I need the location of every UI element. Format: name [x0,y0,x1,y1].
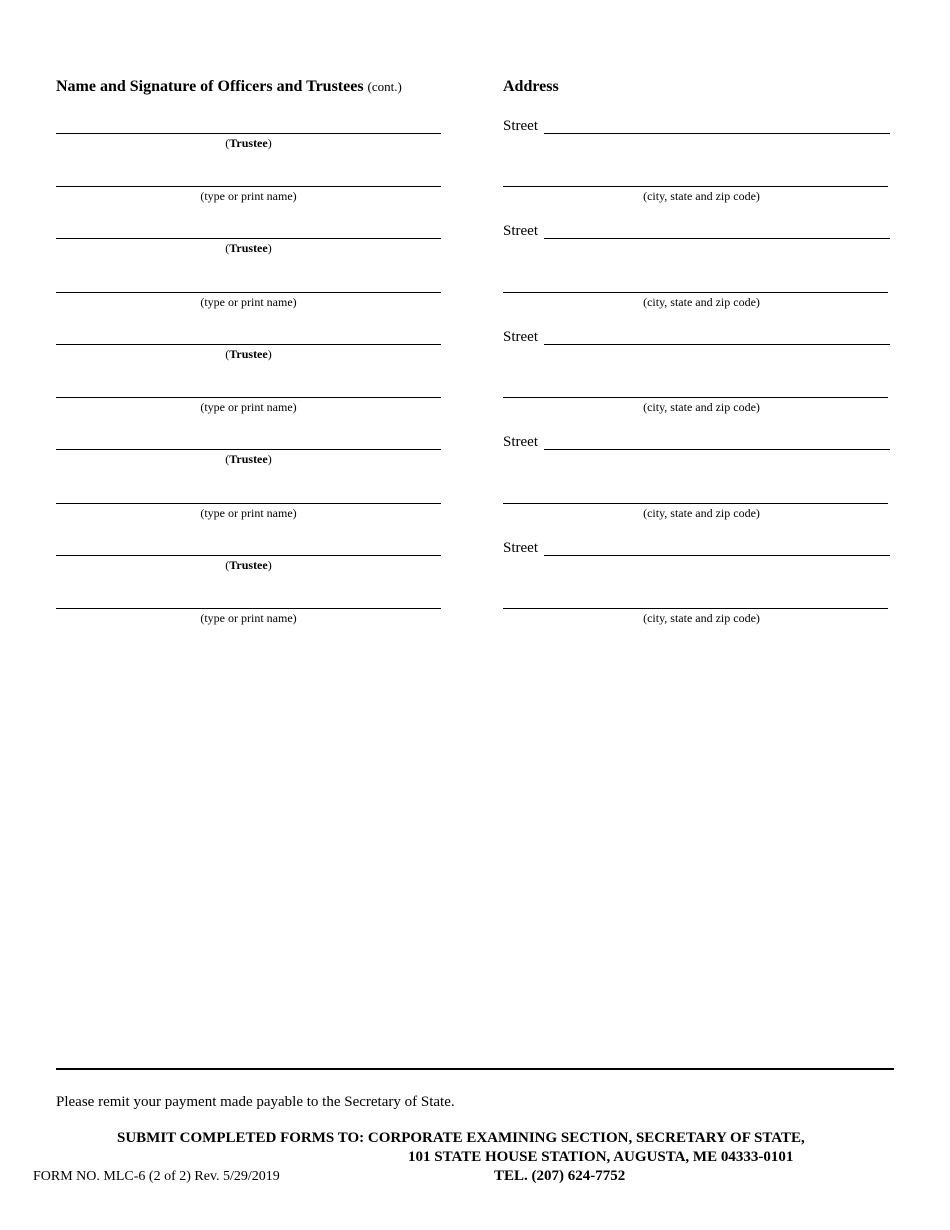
submit-phone: TEL. (207) 624-7752 [494,1168,626,1184]
street-line[interactable] [544,555,890,556]
street-label: Street [503,223,538,239]
trustee-signature-line[interactable] [56,133,441,134]
street-label: Street [503,540,538,556]
city-state-zip-caption: (city, state and zip code) [643,611,760,625]
print-name-caption: (type or print name) [200,506,297,520]
street-label: Street [503,118,538,134]
trustee-caption: (Trustee) [225,347,272,361]
trustee-signature-line[interactable] [56,238,441,239]
print-name-caption: (type or print name) [200,189,297,203]
city-state-zip-line[interactable] [503,292,888,293]
officers-trustees-title: Name and Signature of Officers and Trustees [56,78,364,95]
print-name-caption: (type or print name) [200,611,297,625]
submit-address-line-1: SUBMIT COMPLETED FORMS TO: CORPORATE EXAMINING SECTION, SECRETARY OF STATE, [117,1130,805,1146]
city-state-zip-caption: (city, state and zip code) [643,400,760,414]
city-state-zip-line[interactable] [503,503,888,504]
city-state-zip-caption: (city, state and zip code) [643,295,760,309]
print-name-line[interactable] [56,397,441,398]
address-heading: Address [503,78,559,95]
street-label: Street [503,434,538,450]
city-state-zip-line[interactable] [503,186,888,187]
city-state-zip-line[interactable] [503,397,888,398]
street-line[interactable] [544,449,890,450]
footer-divider [56,1068,894,1070]
street-label: Street [503,329,538,345]
print-name-line[interactable] [56,503,441,504]
trustee-signature-line[interactable] [56,344,441,345]
street-line[interactable] [544,344,890,345]
remit-instructions: Please remit your payment made payable to the Secretary of State. [56,1094,455,1110]
city-state-zip-caption: (city, state and zip code) [643,506,760,520]
print-name-line[interactable] [56,186,441,187]
trustee-signature-line[interactable] [56,449,441,450]
left-column-heading [56,78,402,96]
form-number: FORM NO. MLC-6 (2 of 2) Rev. 5/29/2019 [33,1169,280,1184]
submit-address-line-2: 101 STATE HOUSE STATION, AUGUSTA, ME 04333-0101 [408,1149,794,1165]
street-line[interactable] [544,238,890,239]
city-state-zip-caption: (city, state and zip code) [643,189,760,203]
print-name-line[interactable] [56,608,441,609]
print-name-caption: (type or print name) [200,295,297,309]
trustee-caption: (Trustee) [225,136,272,150]
street-line[interactable] [544,133,890,134]
print-name-line[interactable] [56,292,441,293]
cont-note: (cont.) [367,79,402,94]
trustee-caption: (Trustee) [225,452,272,466]
trustee-signature-line[interactable] [56,555,441,556]
print-name-caption: (type or print name) [200,400,297,414]
trustee-caption: (Trustee) [225,241,272,255]
trustee-caption: (Trustee) [225,558,272,572]
city-state-zip-line[interactable] [503,608,888,609]
